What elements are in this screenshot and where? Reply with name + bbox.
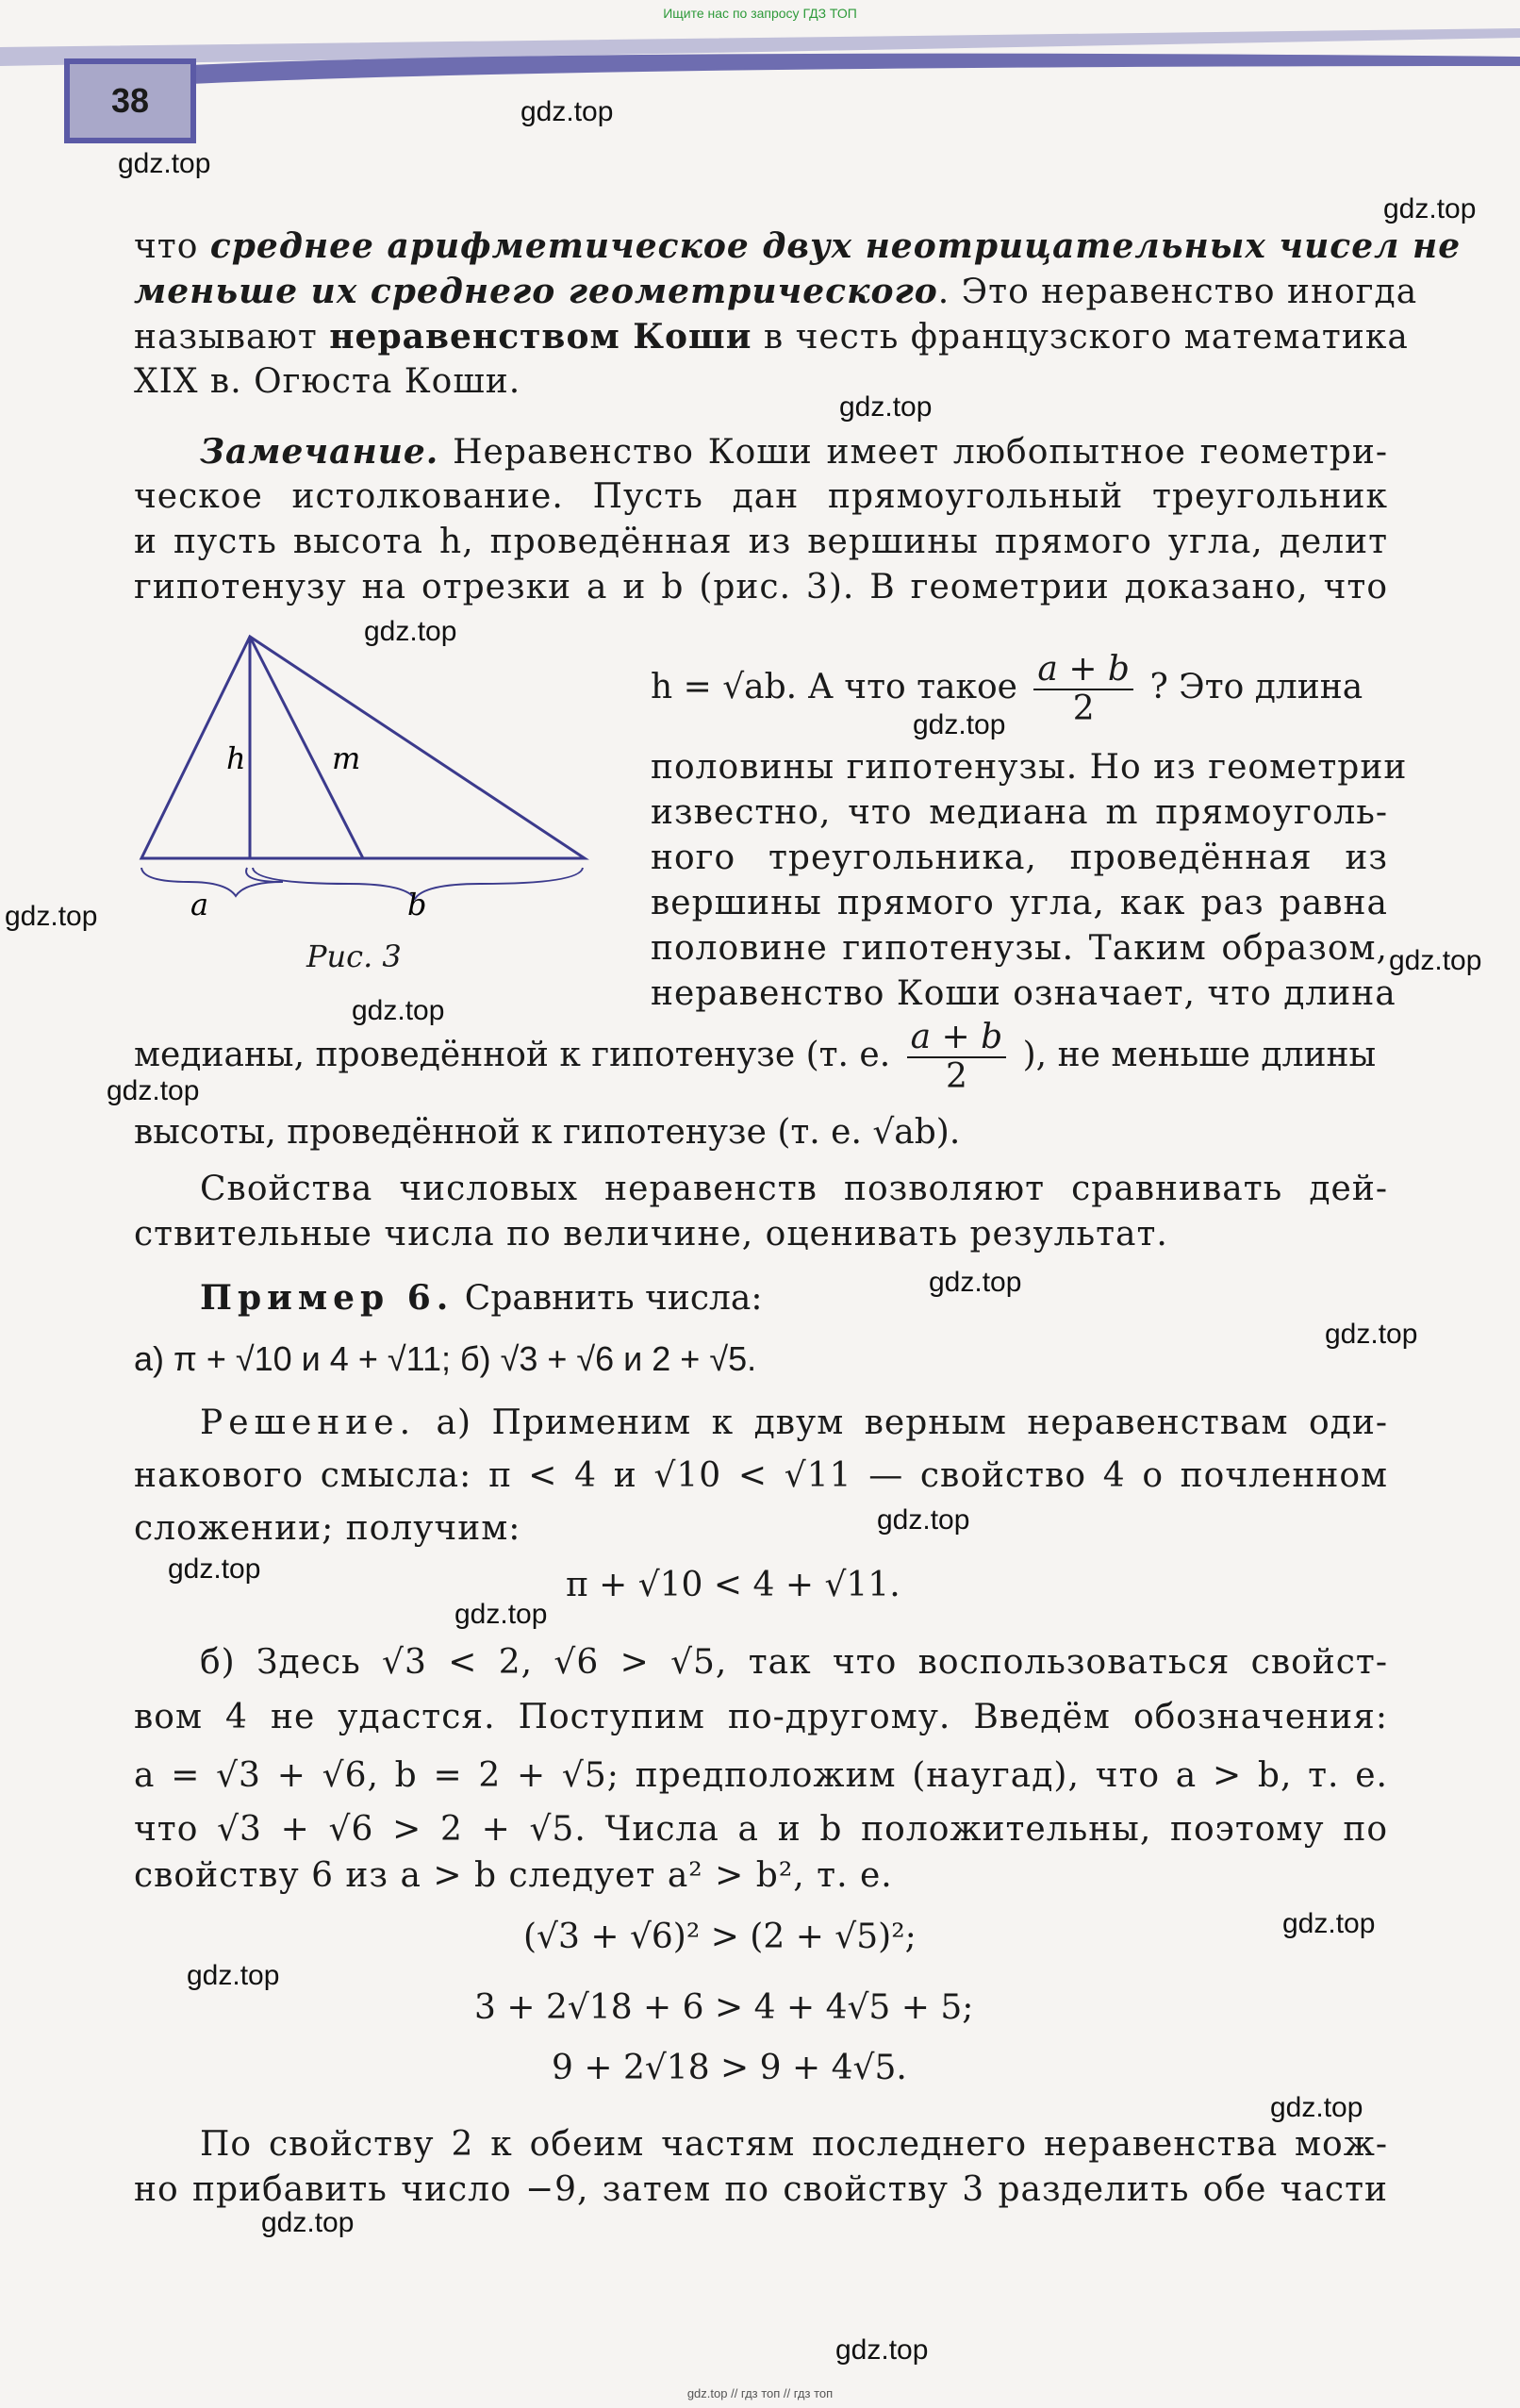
watermark: gdz.top [352, 995, 445, 1026]
watermark: gdz.top [929, 1267, 1022, 1298]
paragraph-remark: Замечание. Неравенство Коши имеет любопытное геометри- ческое истолкование. Пусть дан прямоугольный треугольник и пусть высота h, проведённая из вершины прямого угла, делит гипотенузу на отрезки a и b (рис. 3). В геометрии доказано, что [134, 432, 1388, 606]
watermark: gdz.top [839, 391, 933, 423]
watermark: gdz.top [1389, 945, 1482, 976]
watermark: gdz.top [1270, 2092, 1363, 2123]
label-b: b [407, 887, 427, 920]
formula-3: 3 + 2√18 + 6 > 4 + 4√5 + 5; [474, 1988, 974, 2027]
example-title-line: Пример 6. Сравнить числа: [200, 1278, 763, 1318]
watermark: gdz.top [118, 148, 211, 179]
paragraph-final: По свойству 2 к обеим частям последнего неравенства мож- но прибавить число −9, затем по свойству 3 разделить обе части [134, 2125, 1388, 2209]
triangle-figure [132, 627, 603, 920]
formula-1: π + √10 < 4 + √11. [566, 1566, 900, 1604]
height-line: высоты, проведённой к гипотенузе (т. е. √ab). [134, 1113, 961, 1152]
watermark: gdz.top [261, 2207, 355, 2238]
watermark: gdz.top [1282, 1908, 1376, 1939]
example-items: а) π + √10 и 4 + √11; б) √3 + √6 и 2 + √5. [134, 1339, 757, 1378]
watermark: gdz.top [107, 1075, 200, 1106]
watermark: gdz.top [168, 1553, 261, 1585]
watermark: gdz.top [913, 709, 1006, 740]
top-note: Ищите нас по запросу ГДЗ ТОП [663, 6, 857, 21]
watermark: gdz.top [1383, 193, 1477, 224]
paragraph-solution: Решение. а) Применим к двум верным неравенствам оди- накового смысла: π < 4 и √10 < √11 — свойство 4 о почленном сложении; получим: [134, 1403, 1388, 1548]
bottom-note: gdz.top // гдз топ // гдз топ [686, 2386, 834, 2400]
label-h: h [226, 740, 246, 776]
paragraph-cauchy: что среднее арифметическое двух неотрицательных чисел не меньше их среднего геометрического. Это неравенство иногда называют неравенством Коши в честь французского математика XIX в. Огюста Коши. [134, 226, 1462, 401]
paragraph-properties: Свойства числовых неравенств позволяют сравнивать дей- ствительные числа по величине, оценивать результат. [134, 1170, 1388, 1254]
paragraph-part-b: б) Здесь √3 < 2, √6 > √5, так что воспользоваться свойст- вом 4 не удастся. Поступим по-другому. Введём обозначения: a = √3 + √6, b = 2 + √5; предположим (наугад), что a > b, т. е. что √3 + √6 > 2 + √5. Числа a и b положительны, поэтому по свойству 6 из a > b следует a² > b², т. е. [134, 1643, 1388, 1895]
formula-4: 9 + 2√18 > 9 + 4√5. [552, 2049, 907, 2087]
watermark: gdz.top [364, 616, 457, 647]
watermark: gdz.top [835, 2334, 929, 2366]
watermark: gdz.top [877, 1504, 970, 1536]
watermark: gdz.top [454, 1599, 548, 1630]
h-formula-line: h = √ab. А что такое $\frac{a + b}{2}$ ? Это длина [651, 650, 1363, 728]
paragraph-median: половины гипотенузы. Но из геометрии известно, что медиана m прямоуголь- ного треугольника, проведённая из вершины прямого угла, как раз равна половине гипотенузы. Таким образом, неравенство Коши означает, что длина [651, 748, 1408, 1013]
figure-caption: Рис. 3 [306, 938, 402, 974]
page-number: 38 [64, 58, 196, 143]
watermark: gdz.top [5, 901, 98, 932]
watermark: gdz.top [1325, 1319, 1418, 1350]
header-band [0, 28, 1520, 141]
watermark: gdz.top [187, 1960, 280, 1991]
label-m: m [332, 740, 361, 776]
watermark: gdz.top [520, 96, 614, 127]
label-a: a [190, 887, 209, 920]
median-line: медианы, проведённой к гипотенузе (т. е. $\frac{a + b}{2}$ ), не меньше длины [134, 1018, 1377, 1096]
formula-2: (√3 + √6)² > (2 + √5)²; [523, 1918, 917, 1956]
